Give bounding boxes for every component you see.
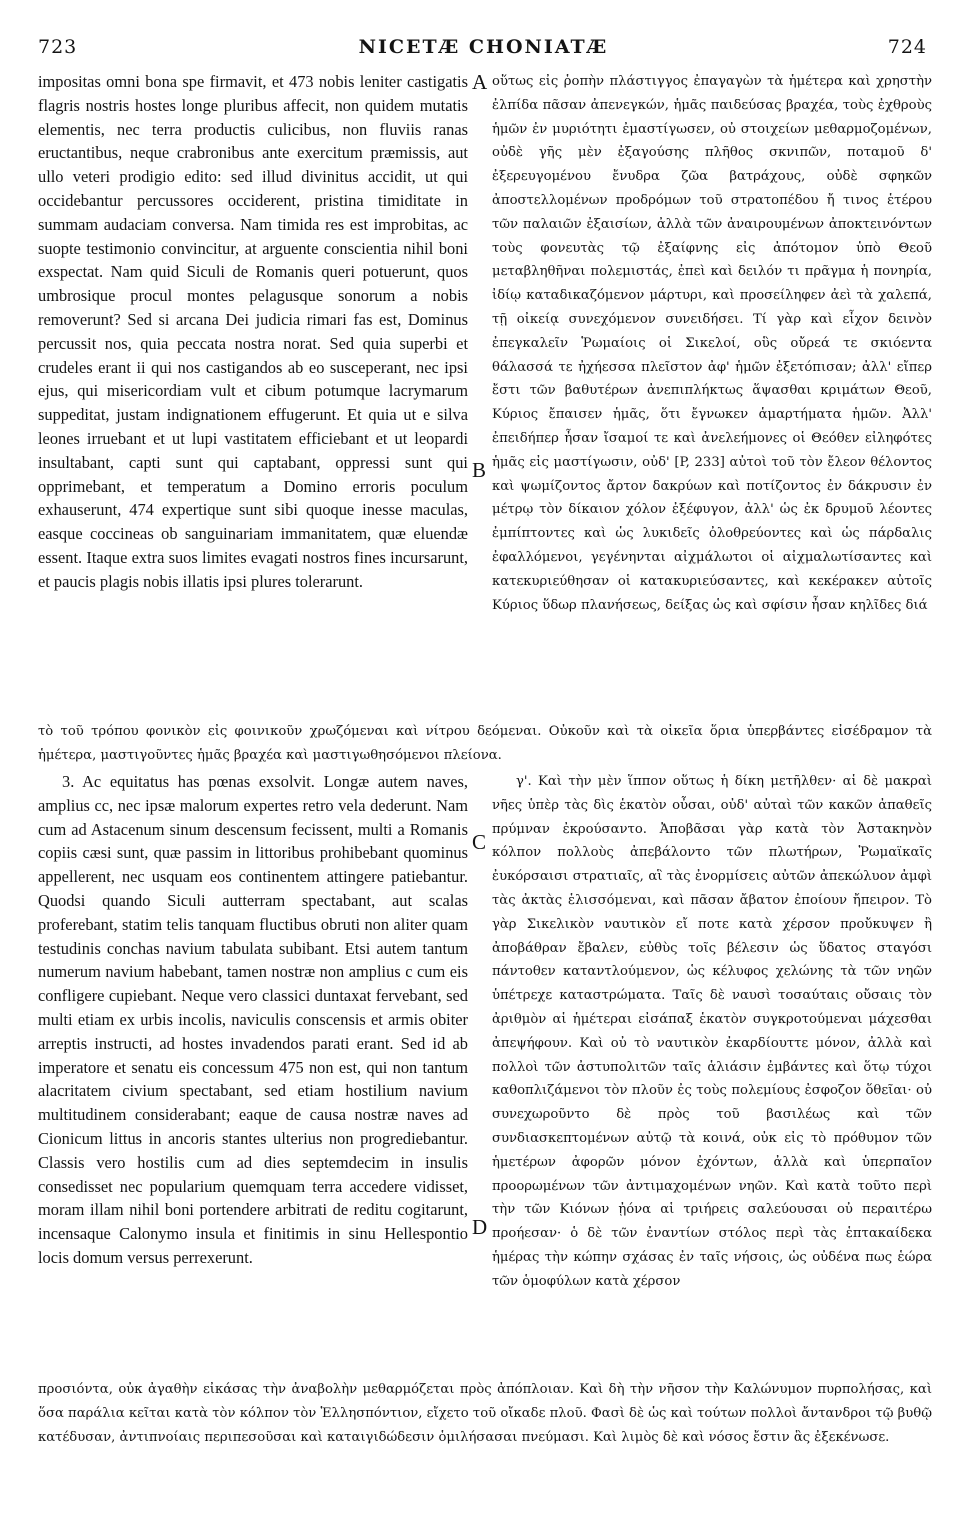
bridge-paragraph: τὸ τοῦ τρόπου φονικὸν εἰς φοινικοῦν χρωζόμεναι καὶ νίτρου δεόμεναι. Οὐκοῦν καὶ τὰ οἰκεῖα ὅρια ὑπερβάντες εἰσέδραμον τὰ ἡμέτερα, μαστιγοῦντες ἡμᾶς βραχέα καὶ μαστιγωθησόμενοι πλείονα.	[38, 724, 932, 763]
running-title: NICETÆ CHONIATÆ	[358, 36, 609, 58]
greek-column-upper	[492, 70, 932, 716]
page-number-left: 723	[38, 36, 78, 58]
margin-letter-d: D	[472, 1215, 488, 1239]
page-number-right: 724	[887, 36, 927, 58]
margin-letter-c: C	[472, 830, 487, 854]
margin-letter-a: A	[472, 70, 488, 94]
greek-paragraph-1: οὕτως εἰς ῥοπὴν πλάστιγγος ἐπαγαγὼν τὰ ἡμέτερα καὶ χρηστὴν ἐλπίδα πᾶσαν ἀπενεγκών, ἡμᾶς παιδεύσας βραχέα, τοὺς ἐχθροὺς ἡμῶν ἐν μυριότητι ἐμαστίγωσεν, οὐ στοιχείων μεθαρμοζομένων, οὐδὲ γῆς μὲν ἐξαγούσης πλῆθος σκνιπῶν, ποταμοῦ δ' ἐξερευγομένου ἔνυδρα ζῶα βατράχους, οὐδὲ σφηκῶν ἀποστελλομένων προδρόμων τοῦ στρατοπέδου ἤ τινος ἑτέρου τῶν παλαιῶν ἐξαισίων, ἀλλὰ τῶν ἀναιρουμένων ἀποκτεινόντων τοὺς φονευτὰς τῷ ἐξαίφνης εἰς ἀπότομον ὑπὸ Θεοῦ μεταβληθῆναι πολεμιστάς, ἐπεὶ καὶ δειλόν τι πρᾶγμα ἡ πονηρία, ἰδίῳ καταδικαζόμενον μάρτυρι, καὶ προσείληφεν ἀεὶ τὰ χαλεπά, τῇ οἰκείᾳ συνεχόμενον συνειδήσει. Τί γὰρ καὶ εἶχον δεινὸν ἐπεγκαλεῖν Ῥωμαίοις οἱ Σικελοί, οὓς οὔρεά τε σκιόεντα θάλασσά τε ἠχήεσσα πλεῖστον ἀφ' ἡμῶν ἐξετόπισαν; ἀλλ' εἴπερ ἔστι τῶν βαθυτέρων ἀνεπιπλήκτως ἅψασθαι κριμάτων Θεοῦ, Κύριος ἔπαισεν ἡμᾶς, ὅτι ἔγνωκεν ἁμαρτήματα ἡμῶν. Ἀλλ' ἐπειδήπερ ἦσαν ἴσαμοί τε καὶ ἀνελεήμονες οἱ Θεόθεν εἰληφότες ἡμᾶς εἰς μαστίγωσιν, οὐδ' [P, 233] αὐτοὶ τοῦ τὸν ἔλεον θέλοντος καὶ ψωμίζοντος ἄρτον δακρύων καὶ ποτίζοντος ἐν δάκρυσιν ἐν μέτρῳ τὸν δίκαιον χόλον ἐξέφυγον, ἀλλ' ὡς ἐκ δρυμοῦ λέοντες ἐμπίπτοντες καὶ ὡς λυκιδεῖς ὀλοθρεύοντες καὶ ὡς πάρδαλις ἐφαλλόμενοι, γεγένηνται αἰχμάλωτοι οἱ αἰχμαλωτίσαντες καὶ κατεκυριεύθησαν οἱ κατακυριεύσαντες, καὶ κεκέρακεν αὐτοῖς Κύριος ὕδωρ πλανήσεως, δείξας ὡς καὶ σφίσιν ἦσαν κηλῖδες διά	[492, 74, 932, 613]
latin-column-upper	[38, 70, 468, 716]
latin-paragraph-2: 3. Ac equitatus has pœnas exsolvit. Longæ autem naves, amplius cc, nec ipsæ malorum expertes retro vela dederunt. Nam cum ad Astacenum sinum descensum fecissent, multi a Romanis copiis cæsi sunt, quæ passim in littoribus prohibebant quominus appellerent, nec usquam eos continentem attingere patiebantur. Quodsi quando Siculi autterram spectabant, aut scalas proferebant, statim telis tanquam fluctibus obruti non aliter quam testudinis conchas navium tabulata subibant. Etsi autem tantum numerum navium habebant, tamen nostræ non amplius c cum eis confligere cupiebant. Neque vero classici duntaxat fervebant, sed multi etiam ex urbis incolis, naviculis conscensis et armis obiter arreptis instructi, ad hostes invadendos parati erant. Sed id ab imperatore et senatu eis concessum 475 non est, qui non tantum alacritatem civium spectabant, sed etiam hostilium navium multitudinem considerabant; eaque de causa nostræ naves ad Cionicum littus in ancoris stantes ulterius non progrediebantur. Classis vero hostilis cum ad dies septemdecim in insulis consedisset nec popularium quemquam terra accedere vidisset, moram illam nihil boni portendere arbitrati de reditu cogitarunt, incensaque Calonymo insula et finitimis in sinu Hellespontio locis domum versus perrexerunt.	[38, 772, 468, 1267]
latin-column-lower	[38, 770, 468, 1374]
full-width-bridge-text	[38, 720, 932, 768]
margin-letter-b: B	[472, 458, 487, 482]
footer-paragraph: προσιόντα, οὐκ ἀγαθὴν εἰκάσας τὴν ἀναβολὴν μεθαρμόζεται πρὸς ἀπόπλοιαν. Καὶ δὴ τὴν νῆσον τὴν Καλώνυμον πυρπολήσας, καὶ ὅσα παράλια κεῖται κατὰ τὸν κόλπον τὸν Ἑλλησπόντιον, εἴχετο τοῦ οἴκαδε πλοῦ. Φασὶ δὲ ὡς καὶ τούτων πολλοὶ ἄντανδροι τῷ βυθῷ κατέδυσαν, ἀντιπνοίαις περιπεσοῦσαι καὶ καταιγιδώδεσιν ὁμιλήσασαι πνεύμασι. Καὶ λιμὸς δὲ καὶ νόσος ἔστιν ἃς ἐξεκένωσε.	[38, 1382, 932, 1445]
full-width-footer-text	[38, 1378, 932, 1474]
latin-paragraph-1: impositas omni bona spe firmavit, et 473 nobis leniter castigatis flagris nostris hostes longe pluribus affecit, non quidem mutatis elementis, nec terra productis culicibus, non fluviis ranas eructantibus, neque crabronibus ante exercitum præmissis, aut ullo veteri prodigio edito: sed illud divinitus accidit, ut qui occidebantur percussores occiderent, pristina timiditate in summam audaciam conversa. Nam timida res est improbitas, ac suopte testimonio convincitur, at arguente conscientia nihil boni exspectat. Nam quid Siculi de Romanis queri potuerunt, quos umbrosique procul montes pelagusque sonorum a nobis removerunt? Sed si arcana Dei judicia rimari fas est, Dominus percussit nos, quia peccata nostra norat. Sed quia superbi et crudeles erant ii qui nos castigandos ab eo susceperant, nec ipsi ejus, qui misericordiam vult et cibum potumque lacrymarum suppeditat, justam indignationem effugerunt. Et quia ut e silva leones irruebant et ut lupi vastitatem efficiebant et ut leopardi insultabant, capti sunt qui captabant, oppressi sunt qui opprimebant, et temperatum a Domino erroris poculum exhauserunt, 474 expertique sunt sibi quoque inesse maculas, easque coccineas ob sanguinariam immanitatem, quæ eluendæ essent. Itaque extra suos limites evagati nostros fines incursarunt, et paucis plagis nobis illatis ipsi plures tolerarunt.	[38, 72, 468, 591]
greek-paragraph-2: γ'. Καὶ τὴν μὲν ἵππον οὕτως ἡ δίκη μετῆλθεν· αἱ δὲ μακραὶ νῆες ὑπὲρ τὰς δὶς ἑκατὸν οὖσαι, οὐδ' αὐταὶ τῶν κακῶν ἀπαθεῖς πρύμναν ἐκρούσαντο. Ἀποβᾶσαι γὰρ κατὰ τὸν Ἀστακηνὸν κόλπον πολλοὺς ἀπεβάλοντο τῶν πλωτήρων, Ῥωμαϊκαῖς ἐυκόρσαισι στρατιαῖς, αἳ τὰς ἐνορμίσεις αὐτῶν ἀπεκώλυον ἀμφὶ τὰς ἀκτὰς ἑλισσόμεναι, καὶ πᾶσαν ἄβατον ἐποίουν ἤπειρον. Τὸ γὰρ Σικελικὸν ναυτικὸν εἴ ποτε κατὰ χέρσον προὔκυψεν ἢ ἀποβάθραν ἔβαλεν, εὐθὺς τοῖς βέλεσιν ὡς ὕδατος σταγόσι πάντοθεν καταντλούμενον, ὡς κέλυφος χελώνης τὰ τῶν νηῶν ὑπέτρεχε καταστρώματα. Ταῖς δὲ ναυσὶ τοσαύταις οὔσαις τὸν ἀριθμὸν αἱ ἡμέτεραι εἰσάπαξ ἑκατὸν συγκροτούμεναι μάχεσθαι ἀπεψήφουν. Καὶ οὐ τὸ ναυτικὸν ἐκαρδίουττε μόνον, ἀλλὰ καὶ πολλοὶ τῶν ἀστυπολιτῶν ταῖς ἁλιάσιν ἐμβάντες καὶ ὅτῳ τύχοι καθοπλιζάμενοι τὸν πλοῦν ἐς τοὺς πολεμίους ἐσφοζον ὅθεῖαι· οὐ συνεχωροῦντο δὲ πρὸς τοῦ βασιλέως καὶ τῶν συνδιασκεπτομένων αὐτῷ τὰ κοινά, οὐκ εἰς τὸ πρόθυμον τῶν ἡμετέρων ἀφορῶν μόνον ἐχόντων, ἀλλὰ καὶ ὑπερπαῖον προορωμένων τῶν ἀντιμαχομένων νηῶν. Καὶ κατὰ τοῦτο περὶ τὴν τῶν Κιόνων ᾐόνα αἱ τριήρεις σαλεύουσαι οὐ περαιτέρω προήεσαν· ὁ δὲ τῶν ἐναντίων στόλος περὶ τὰς ἑπτακαίδεκα ἡμέρας τὴν κώπην σχάσας ἐν ταῖς νήσοις, ὡς οὐδένα πως ἑώρα τῶν ὁμοφύλων κατὰ χέρσον	[492, 774, 932, 1289]
greek-column-lower	[492, 770, 932, 1374]
